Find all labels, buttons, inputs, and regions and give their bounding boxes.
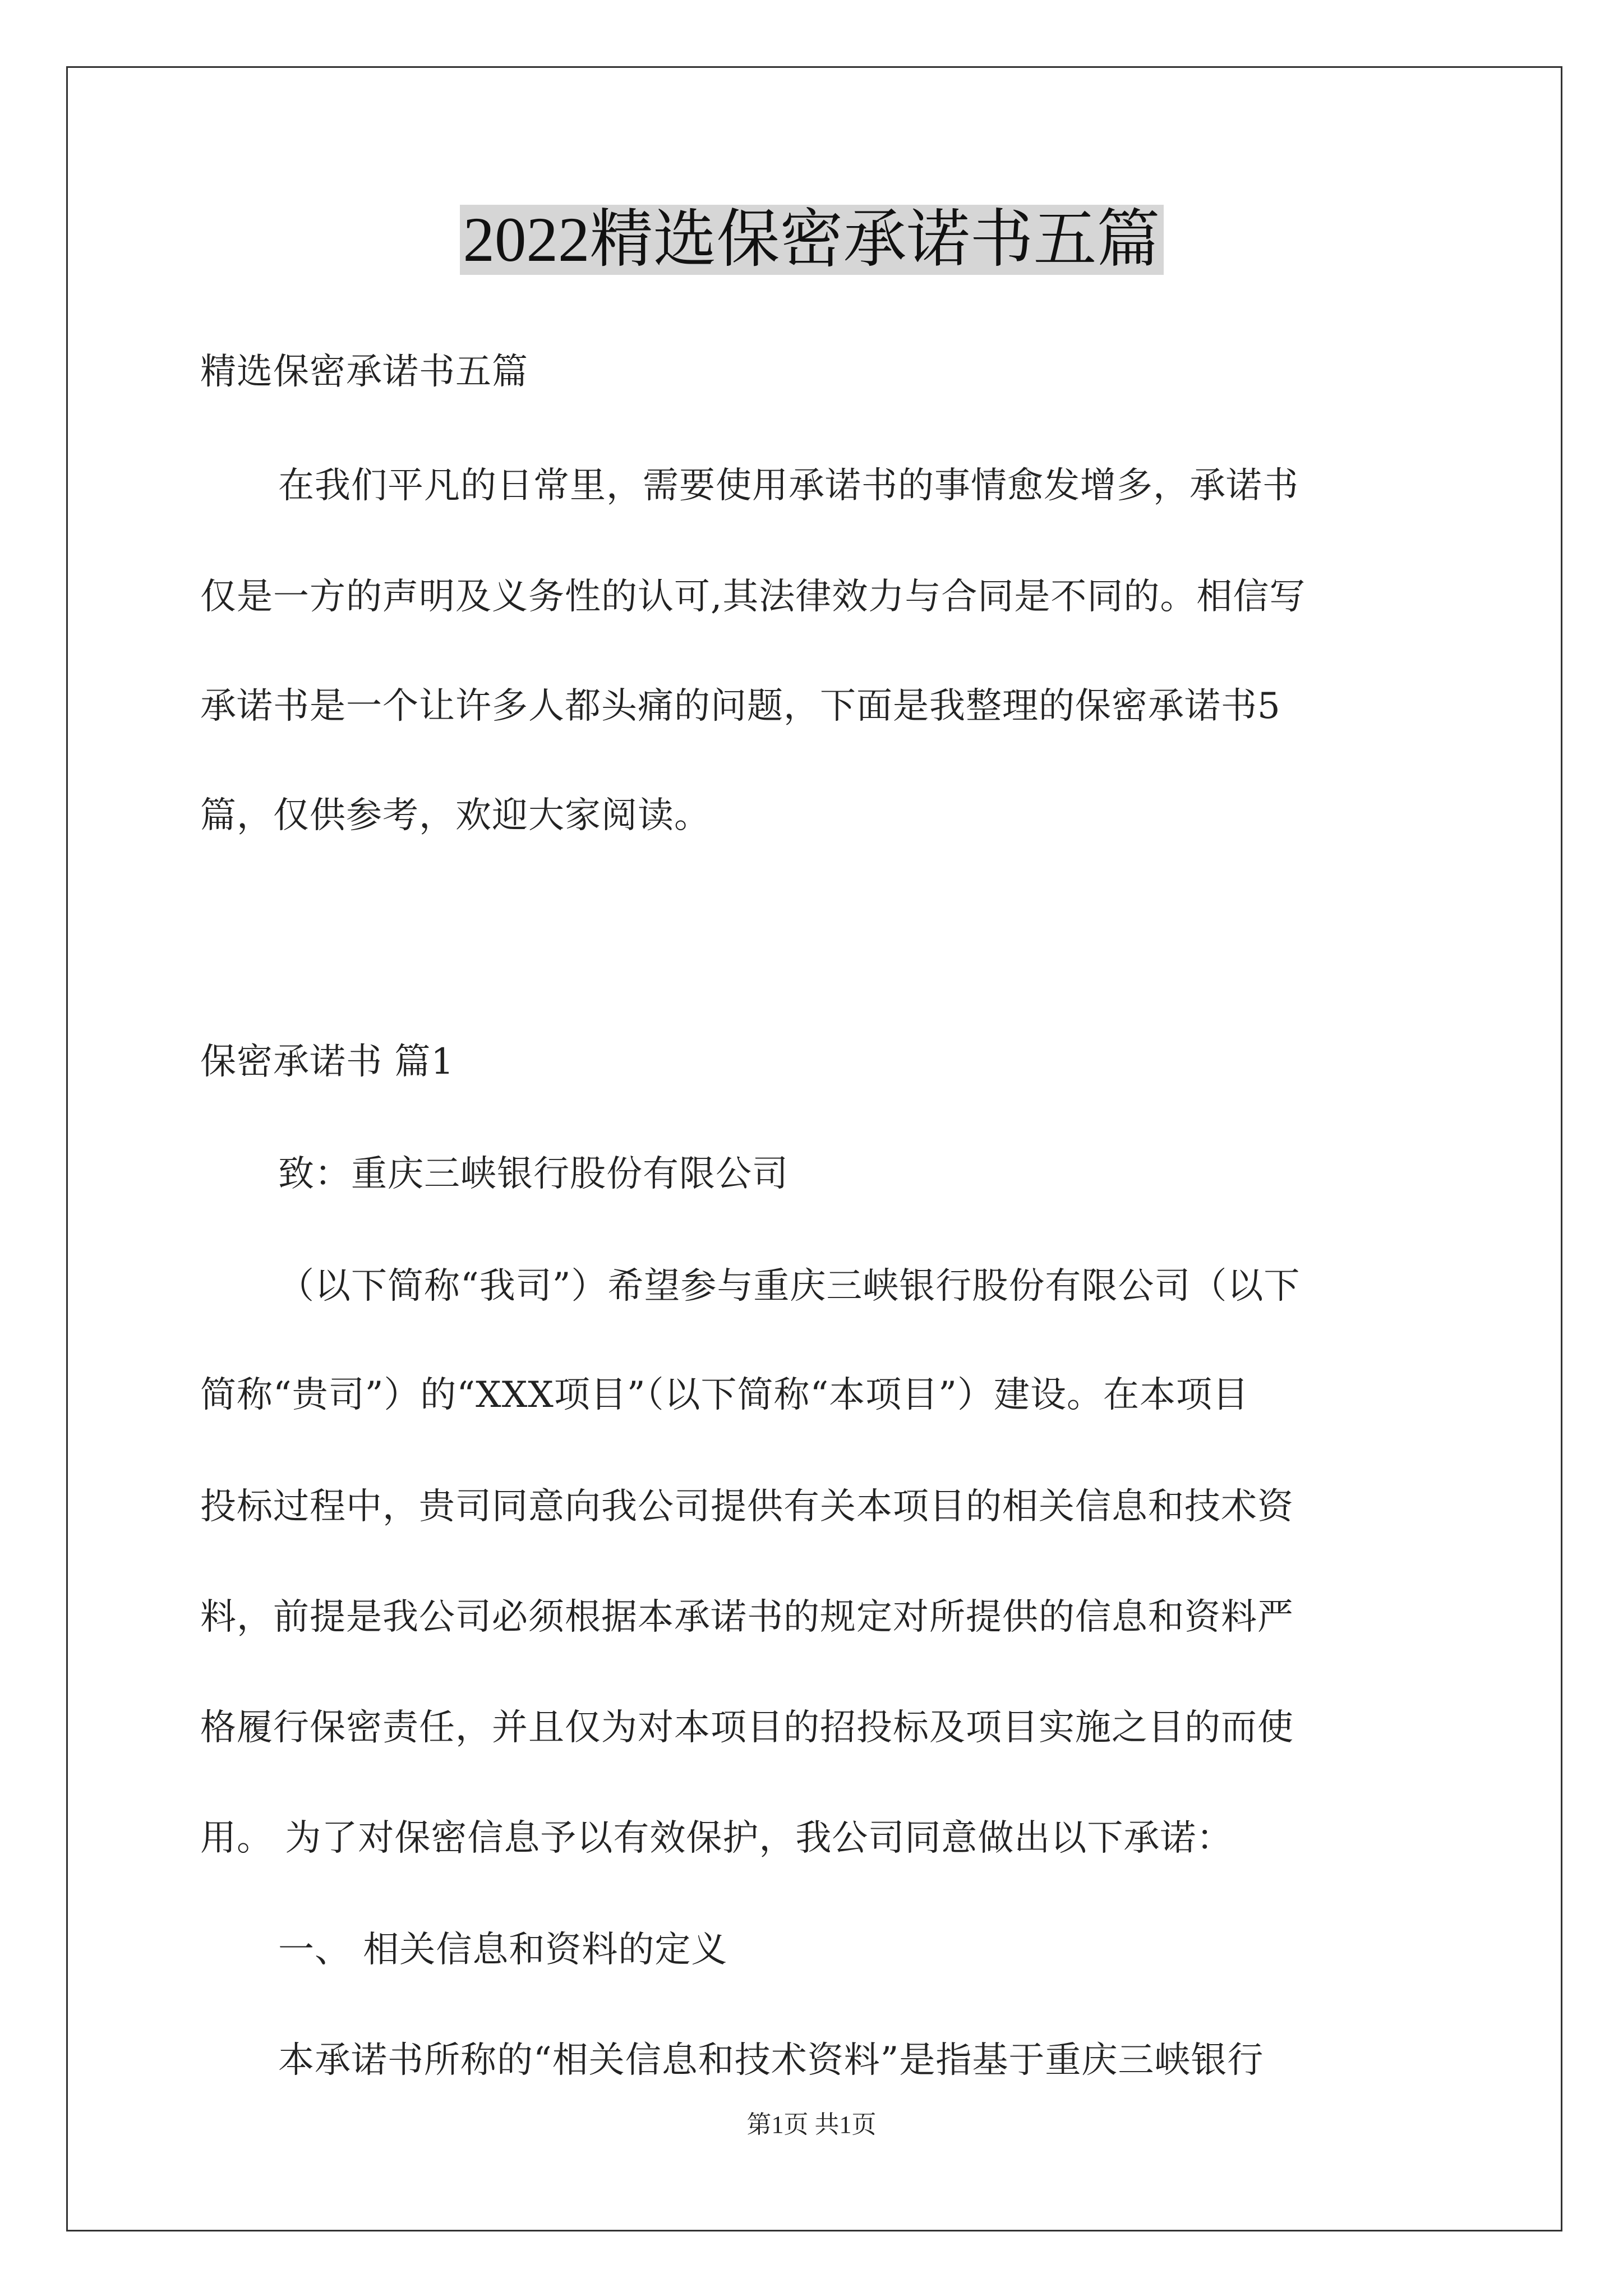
section-heading: 保密承诺书 篇1: [200, 1041, 455, 1083]
clause-heading: 一、 相关信息和资料的定义: [278, 1929, 728, 1971]
clause-line-1: 本承诺书所称的“相关信息和技术资料”是指基于重庆三峡银行: [278, 2040, 1264, 2081]
document-subtitle: 精选保密承诺书五篇: [200, 351, 528, 393]
body-line-5: 格履行保密责任，并且仅为对本项目的招投标及项目实施之目的而使: [200, 1707, 1294, 1749]
body-line-1: （以下简称“我司”）希望参与重庆三峡银行股份有限公司（以下: [278, 1266, 1301, 1307]
intro-line-3: 承诺书是一个让许多人都头痛的问题，下面是我整理的保密承诺书5: [200, 685, 1281, 727]
intro-line-2: 仅是一方的声明及义务性的认可,其法律效力与合同是不同的。相信写: [200, 576, 1306, 618]
body-line-4: 料，前提是我公司必须根据本承诺书的规定对所提供的信息和资料严: [200, 1596, 1294, 1638]
addressee-line: 致：重庆三峡银行股份有限公司: [278, 1153, 789, 1195]
page-footer: 第1页 共1页: [746, 2111, 877, 2138]
intro-line-4: 篇，仅供参考，欢迎大家阅读。: [200, 795, 711, 836]
intro-line-1: 在我们平凡的日常里，需要使用承诺书的事情愈发增多，承诺书: [278, 465, 1299, 507]
document-title: 2022精选保密承诺书五篇: [0, 201, 1623, 279]
body-line-3: 投标过程中，贵司同意向我公司提供有关本项目的相关信息和技术资: [200, 1486, 1294, 1527]
body-line-2: 简称“贵司”）的“XXX项目”（以下简称“本项目”）建设。在本项目: [200, 1374, 1249, 1416]
body-line-6: 用。 为了对保密信息予以有效保护，我公司同意做出以下承诺：: [200, 1818, 1233, 1859]
